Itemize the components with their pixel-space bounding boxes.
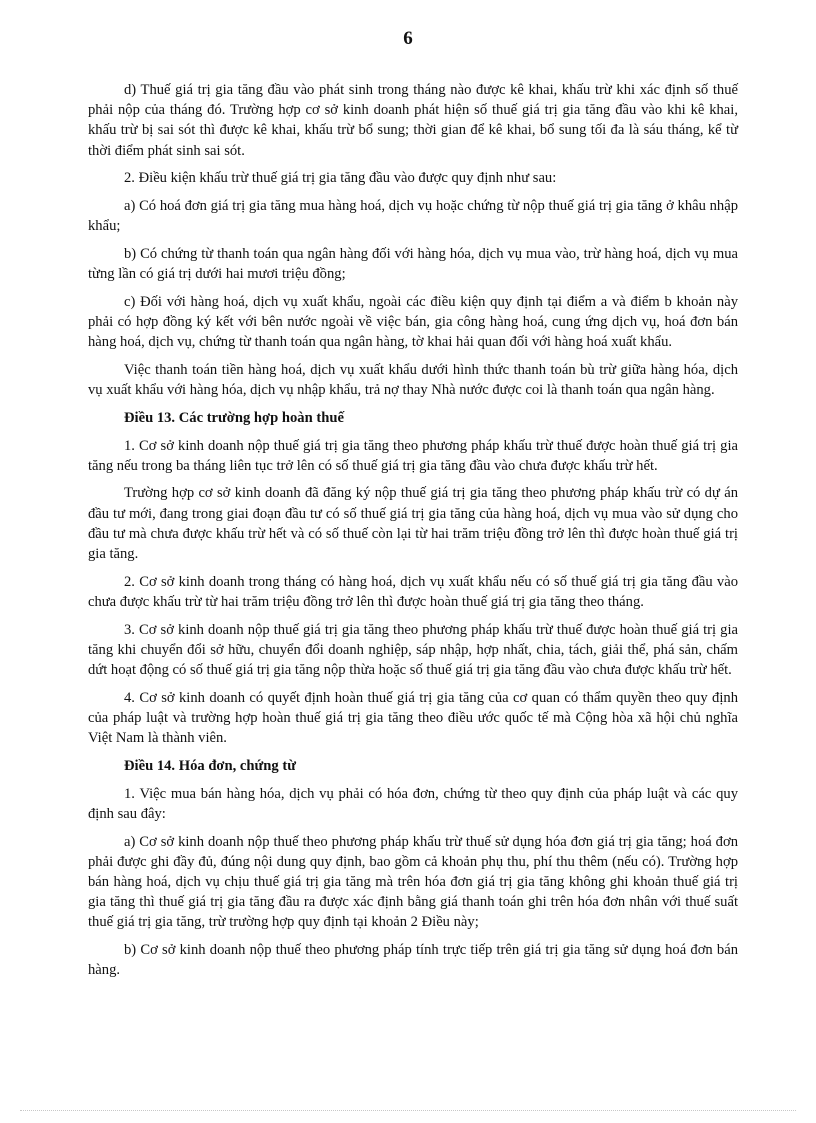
paragraph: 3. Cơ sở kinh doanh nộp thuế giá trị gia tăng theo phương pháp khấu trừ thuế được hoàn thuế giá trị gia tăng khi chuyển đổi sở hữu, chuyển đổi doanh nghiệp, sáp nhập, hợp nhất, chia, tách, giải thể, phá sản, chấm dứt hoạt động có số thuế giá trị gia tăng nộp thừa hoặc số thuế giá trị gia tăng đầu vào chưa được khấu trừ hết. xyxy=(88,621,738,679)
paragraph: b) Có chứng từ thanh toán qua ngân hàng đối với hàng hóa, dịch vụ mua vào, trừ hàng hoá, dịch vụ mua từng lần có giá trị dưới hai mươi triệu đồng; xyxy=(88,245,738,283)
article-13-heading: Điều 13. Các trường hợp hoàn thuế xyxy=(124,409,344,426)
paragraph: 2. Điều kiện khấu trừ thuế giá trị gia tăng đầu vào được quy định như sau: xyxy=(124,170,557,187)
article-14-heading: Điều 14. Hóa đơn, chứng từ xyxy=(124,757,296,774)
paragraph: 4. Cơ sở kinh doanh có quyết định hoàn thuế giá trị gia tăng của cơ quan có thẩm quyền theo quy định của pháp luật và trường hợp hoàn thuế giá trị gia tăng theo điều ước quốc tế mà Cộng hòa xã hội chủ nghĩa Việt Nam là thành viên. xyxy=(88,689,738,747)
paragraph: Trường hợp cơ sở kinh doanh đã đăng ký nộp thuế giá trị gia tăng theo phương pháp khấu trừ có dự án đầu tư mới, đang trong giai đoạn đầu tư có số thuế giá trị gia tăng của hàng hoá, dịch vụ mua vào sử dụng cho đầu tư mà chưa được khấu trừ hết và có số thuế còn lại từ hai trăm triệu đồng trở lên thì được hoàn thuế giá trị gia tăng. xyxy=(88,485,738,563)
page-bottom-divider xyxy=(20,1110,796,1111)
paragraph: 1. Việc mua bán hàng hóa, dịch vụ phải có hóa đơn, chứng từ theo quy định của pháp luật và các quy định sau đây: xyxy=(88,785,738,822)
paragraph: a) Cơ sở kinh doanh nộp thuế theo phương pháp khấu trừ thuế sử dụng hóa đơn giá trị gia tăng; hoá đơn phải được ghi đầy đủ, đúng nội dung quy định, bao gồm cả khoản phụ thu, phí thu thêm (nếu có). Trường hợp bán hàng hoá, dịch vụ chịu thuế giá trị gia tăng mà trên hóa đơn giá trị gia tăng không ghi khoản thuế giá trị gia tăng thì thuế giá trị gia tăng đầu ra được xác định bằng giá thanh toán ghi trên hóa đơn nhân với thuế suất thuế giá trị gia tăng, trừ trường hợp quy định tại khoản 2 Điều này; xyxy=(88,833,738,931)
paragraph: a) Có hoá đơn giá trị gia tăng mua hàng hoá, dịch vụ hoặc chứng từ nộp thuế giá trị gia tăng ở khâu nhập khẩu; xyxy=(88,198,738,235)
page-number: 6 xyxy=(403,28,413,49)
paragraph: c) Đối với hàng hoá, dịch vụ xuất khẩu, ngoài các điều kiện quy định tại điểm a và điểm b khoản này phải có hợp đồng ký kết với bên nước ngoài về việc bán, gia công hàng hoá, cung ứng dịch vụ, hoá đơn bán hàng hoá, dịch vụ, chứng từ thanh toán qua ngân hàng, tờ khai hải quan đối với hàng hoá xuất khẩu. xyxy=(88,293,738,351)
document-body xyxy=(88,80,738,988)
paragraph: 2. Cơ sở kinh doanh trong tháng có hàng hoá, dịch vụ xuất khẩu nếu có số thuế giá trị gia tăng đầu vào chưa được khấu trừ từ hai trăm triệu đồng trở lên thì được hoàn thuế giá trị gia tăng theo tháng. xyxy=(88,573,738,610)
paragraph: 1. Cơ sở kinh doanh nộp thuế giá trị gia tăng theo phương pháp khấu trừ thuế được hoàn thuế giá trị gia tăng nếu trong ba tháng liên tục trở lên có số thuế giá trị gia tăng đầu vào chưa được khấu trừ hết. xyxy=(88,437,738,474)
paragraph: b) Cơ sở kinh doanh nộp thuế theo phương pháp tính trực tiếp trên giá trị gia tăng sử dụng hoá đơn bán hàng. xyxy=(88,942,738,979)
paragraph: d) Thuế giá trị gia tăng đầu vào phát sinh trong tháng nào được kê khai, khấu trừ khi xác định số thuế phải nộp của tháng đó. Trường hợp cơ sở kinh doanh phát hiện số thuế giá trị gia tăng đầu vào khi kê khai, khấu trừ bị sai sót thì được kê khai, khấu trừ bổ sung; thời gian để kê khai, bổ sung tối đa là sáu tháng, kể từ thời điểm phát sinh sai sót. xyxy=(88,82,738,159)
paragraph: Việc thanh toán tiền hàng hoá, dịch vụ xuất khẩu dưới hình thức thanh toán bù trừ giữa hàng hóa, dịch vụ xuất khẩu với hàng hóa, dịch vụ nhập khẩu, trả nợ thay Nhà nước được coi là thanh toán qua ngân hàng. xyxy=(88,361,738,399)
